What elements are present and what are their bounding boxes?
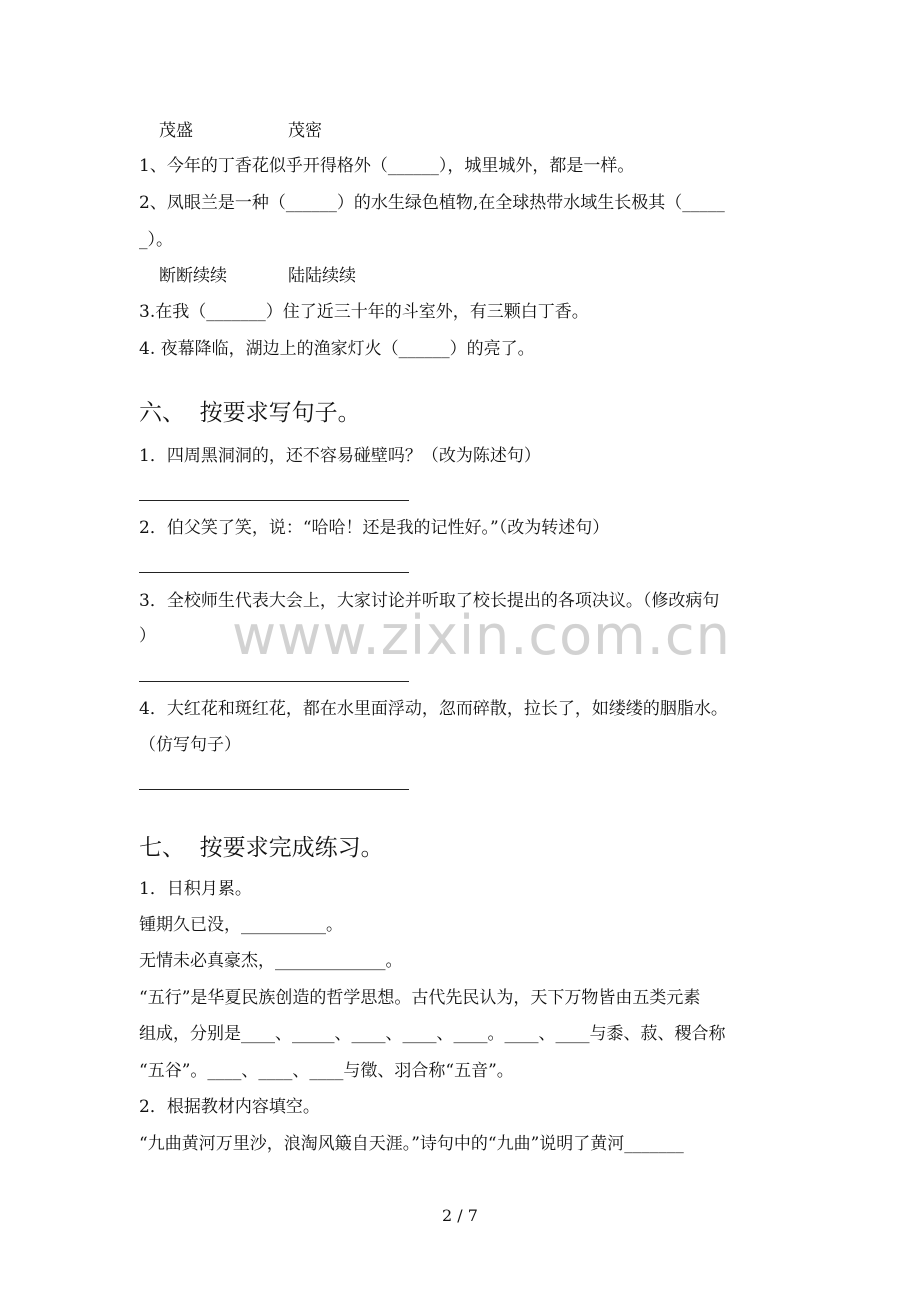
question-1: 1、今年的丁香花似乎开得格外（______），城里城外，都是一样。 [139,156,635,176]
question-2-continued: _）。 [139,230,173,250]
exercise-item-continued: ） [139,626,156,646]
answer-line [139,572,409,573]
question-4: 4. 夜幕降临，湖边上的渔家灯火（______）的亮了。 [139,339,535,359]
text-line: “九曲黄河万里沙，浪淘风簸自天涯。”诗句中的“九曲”说明了黄河_______ [139,1134,684,1154]
page-number: 2 / 7 [442,1206,478,1225]
text-line: 组成，分别是____、_____、____、____、____。____、____与黍、菽、稷合称 [139,1024,726,1044]
word-option: 茂盛 [159,121,193,141]
word-option: 茂密 [288,121,322,141]
exercise-item: 4．大红花和斑红花，都在水里面浮动，忽而碎散，拉长了，如缕缕的胭脂水。 [139,699,728,719]
word-option: 断断续续 [159,266,227,286]
section-heading: 七、 按要求完成练习。 [139,835,384,861]
watermark: www.zixin.com.cn [232,604,731,667]
exercise-item: 2．伯父笑了笑，说：“哈哈！还是我的记性好。”（改为转述句） [139,518,610,538]
text-line: 锺期久已没，__________。 [139,915,343,935]
answer-line [139,500,409,501]
word-option: 陆陆续续 [288,266,356,286]
exercise-item-continued: （仿写句子） [139,735,241,755]
question-3: 3.在我（_______）住了近三十年的斗室外，有三颗白丁香。 [139,302,589,322]
text-line: “五谷”。____、____、____与徵、羽合称“五音”。 [139,1061,514,1081]
text-line: 无情未必真豪杰，_____________。 [139,951,403,971]
section-heading: 六、 按要求写句子。 [139,400,361,426]
exercise-item: 3．全校师生代表大会上，大家讨论并听取了校长提出的各项决议。（修改病句 [139,591,720,611]
exercise-item: 1．四周黑洞洞的，还不容易碰壁吗？（改为陈述句） [139,446,541,466]
text-line: 1．日积月累。 [139,879,252,899]
answer-line [139,681,409,682]
text-line: “五行”是华夏民族创造的哲学思想。古代先民认为，天下万物皆由五类元素 [139,988,701,1008]
answer-line [139,789,409,790]
text-line: 2．根据教材内容填空。 [139,1097,320,1117]
question-2: 2、凤眼兰是一种（______）的水生绿色植物,在全球热带水域生长极其（_____ [139,193,725,213]
